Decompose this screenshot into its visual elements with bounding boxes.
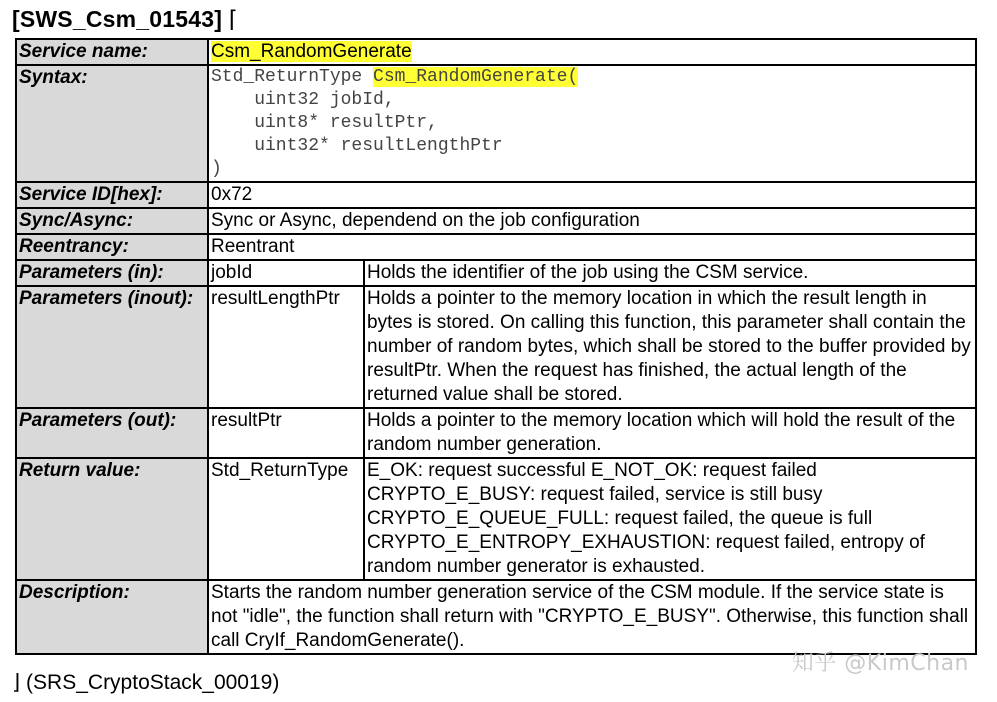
label-return-value: Return value: [16,458,208,580]
return-line: CRYPTO_E_BUSY: request failed, service is still busy [367,484,823,505]
row-sync-async [16,208,976,234]
param-out-desc: Holds a pointer to the memory location which will hold the result of the random number generation. [364,408,976,458]
return-type: Std_ReturnType [208,458,364,580]
param-in-name: jobId [208,260,364,286]
label-description: Description: [16,580,208,654]
syntax-function-name: Csm_RandomGenerate [373,67,568,87]
syntax-param-line: uint32* resultLengthPtr [211,136,503,156]
requirement-trace-text: (SRS_CryptoStack_00019) [26,671,280,694]
return-line: CRYPTO_E_QUEUE_FULL: request failed, the queue is full [367,508,873,529]
label-reentrancy: Reentrancy: [16,234,208,260]
label-service-name: Service name: [16,39,208,65]
row-params-in [16,260,976,286]
row-return-value [16,458,976,580]
row-params-out [16,408,976,458]
row-reentrancy [16,234,976,260]
label-sync-async: Sync/Async: [16,208,208,234]
return-line: E_OK: request successful E_NOT_OK: request failed [367,460,817,481]
label-syntax: Syntax: [16,65,208,182]
return-desc [364,458,976,580]
requirement-id [12,6,238,33]
label-params-out: Parameters (out): [16,408,208,458]
requirement-trace [12,670,279,695]
watermark: 知乎 @KimChan [791,651,969,676]
value-reentrancy: Reentrant [208,234,976,260]
value-service-id: 0x72 [208,182,976,208]
syntax-signature-line [211,66,973,89]
requirement-id-text: [SWS_Csm_01543] [12,6,223,32]
param-inout-desc: Holds a pointer to the memory location in which the result length in bytes is stored. On calling this function, this parameter shall contain the number of random bytes, which shall be stored to the buffer provided by resultPtr. When the request has finished, the actual length of the returned value shall be stored. [364,286,976,408]
label-params-inout: Parameters (inout): [16,286,208,408]
requirement-open-mark: ⌈ [228,6,238,32]
syntax-return-type: Std_ReturnType [211,67,374,87]
value-service-name [208,39,976,65]
param-inout-name: resultLengthPtr [208,286,364,408]
service-name-highlight: Csm_RandomGenerate [211,41,412,62]
row-params-inout [16,286,976,408]
service-spec-table [15,38,977,655]
syntax-param-line: uint32 jobId, [211,90,395,110]
value-sync-async: Sync or Async, dependend on the job configuration [208,208,976,234]
row-syntax [16,65,976,182]
param-in-desc: Holds the identifier of the job using the CSM service. [364,260,976,286]
return-line: CRYPTO_E_ENTROPY_EXHAUSTION: request failed, entropy of random number generator is exhausted. [367,532,925,577]
label-service-id: Service ID[hex]: [16,182,208,208]
requirement-close-mark: ⌋ [12,671,21,694]
label-params-in: Parameters (in): [16,260,208,286]
value-description: Starts the random number generation service of the CSM module. If the service state is not "idle", the function shall return with "CRYPTO_E_BUSY". Otherwise, this function shall call CryIf_RandomGenerate(). [208,580,976,654]
syntax-close-paren: ) [211,159,222,179]
row-description [16,580,976,654]
value-syntax [208,65,976,182]
param-out-name: resultPtr [208,408,364,458]
syntax-open-paren: ( [567,67,579,87]
row-service-name [16,39,976,65]
syntax-param-line: uint8* resultPtr, [211,113,438,133]
row-service-id [16,182,976,208]
